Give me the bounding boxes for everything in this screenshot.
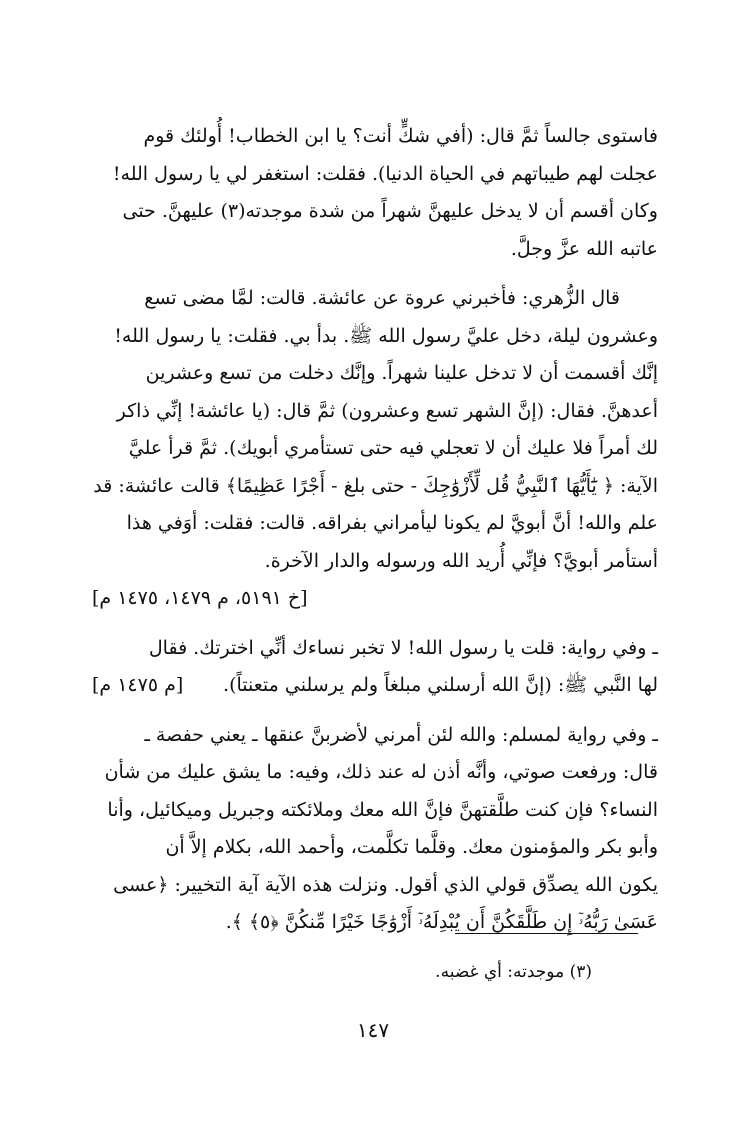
text-line: ـ وفي رواية: قلت يا رسول الله! لا تخبر نساءك أنِّي اخترتك. فقال: [148, 636, 658, 659]
text-line: عجلت لهم طيباتهم في الحياة الدنيا). فقلت: استغفر لي يا رسول الله!: [112, 162, 658, 185]
text-line: قال: ورفعت صوتي، وأنَّه أذن له عند ذلك، وفيه: ما يشق عليك من شأن: [104, 761, 658, 783]
text-line: عاتبه الله عزَّ وجلَّ.: [510, 237, 658, 260]
text-line: وعشرون ليلة، دخل عليَّ رسول الله ﷺ. بدأ بي. فقلت: يا رسول الله!: [114, 324, 658, 347]
text-line: أستأمر أبويَّ؟ فإنِّي أُريد الله ورسوله والدار الآخرة.: [264, 549, 658, 572]
text-line: إنَّك أقسمت أن لا تدخل علينا شهراً. وإنَّك دخلت من تسع وعشرين: [145, 362, 658, 384]
text-line: قال الزُّهري: فأخبرني عروة عن عائشة. قالت: لمَّا مضى تسع: [144, 287, 620, 309]
quran-verse-line: عَسَىٰ رَبُّهُۥٓ إِن طَلَّقَكُنَّ أَن يُبْدِلَهُۥٓ أَزْوَٰجًا خَيْرًا مِّنكُنَّ ﴿٥﴾ ﴾.: [225, 911, 658, 933]
hadith-reference: [خ ٥١٩١، م ١٤٧٩، ١٤٧٥ م]: [92, 587, 308, 609]
text-line: علم والله! أنَّ أبويَّ لم يكونا ليأمراني بفراقه. قالت: فقلت: أوَفي هذا: [126, 512, 658, 534]
text-line: أعدهنَّ. فقال: (إنَّ الشهر تسع وعشرون) ثمَّ قال: (يا عائشة! إنِّي ذاكر: [116, 399, 658, 422]
text-line: وأبو بكر والمؤمنون معك. وقلَّما تكلَّمت، وأحمد الله، بكلام إلاَّ أن: [165, 836, 658, 858]
paragraph-3: [92, 630, 658, 705]
text-line: وكان أقسم أن لا يدخل عليهنَّ شهراً من شدة موجدته(٣) عليهنَّ. حتى: [122, 200, 658, 222]
main-text: [92, 118, 658, 942]
text-line: لك أمراً فلا عليك أن لا تعجلي فيه حتى تستأمري أبويك). ثمَّ قرأ عليَّ: [128, 437, 658, 459]
text-line: الآية: ﴿ يَٰٓأَيُّهَا ٱلنَّبِيُّ قُل لِّأَزْوَٰجِكَ - حتى بلغ - أَجْرًا عَظِيمًا﴾ قالت عائشة: قد: [93, 474, 658, 497]
paragraph-4: [92, 717, 658, 942]
text-line-with-reference: [92, 667, 658, 705]
text-line: فاستوى جالساً ثمَّ قال: (أفي شكٍّ أنت؟ يا ابن الخطاب! أُولئك قوم: [143, 125, 658, 147]
footnote: (٣) موجدته: أي غضبه.: [435, 962, 592, 982]
text-line: النساء؟ فإن كنت طلَّقتهنَّ فإنَّ الله معك وملائكته وجبريل وميكائيل، وأنا: [107, 798, 658, 821]
paragraph-2: [92, 280, 658, 618]
text-line: ـ وفي رواية لمسلم: والله لئن أمرني لأضربنَّ عنقها ـ يعني حفصة ـ: [144, 723, 658, 746]
text-line: يكون الله يصدِّق قولي الذي أقول. ونزلت هذه الآية آية التخيير: ﴿عسى: [113, 873, 658, 896]
hadith-reference: [م ١٤٧٥ م]: [92, 674, 184, 696]
text-line: لها النَّبي ﷺ: (إنَّ الله أرسلني مبلغاً ولم يرسلني متعنتاً).: [223, 674, 658, 696]
page-number: ١٤٧: [356, 1018, 390, 1042]
paragraph-1: [92, 118, 658, 268]
footnote-divider: [455, 933, 638, 934]
